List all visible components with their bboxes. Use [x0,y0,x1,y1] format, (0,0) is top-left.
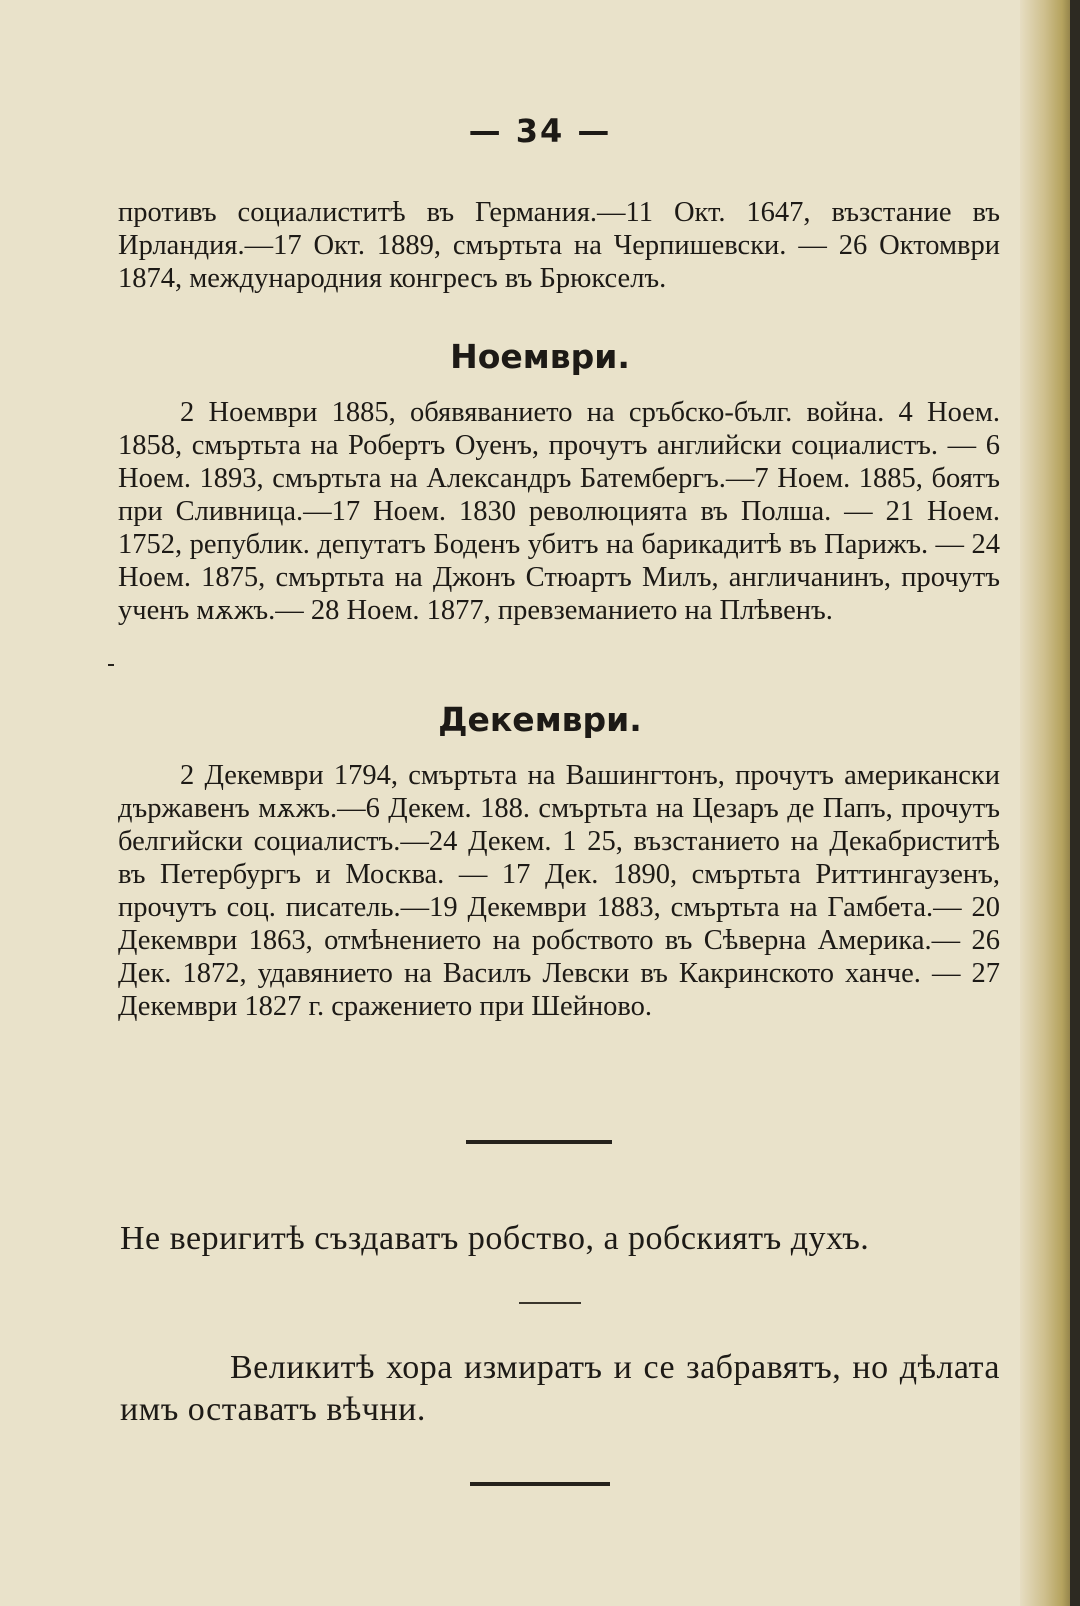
november-paragraph [118,396,1000,627]
heading-november: Ноември. [450,337,630,376]
quote-slavery: Не веригитѣ създаватъ робство, а робскиятъ духъ. [120,1220,870,1257]
bottom-divider [470,1482,610,1486]
heading-december: Декември. [438,700,642,739]
quote-divider [519,1302,581,1304]
section-divider [466,1140,612,1144]
intro-text: противъ социалиститѣ въ Германия.—11 Окт. 1647, възстание въ Ирландия.—17 Окт. 1889, смъртьта на Черпишевски. — 26 Октомври 1874, международния конгресъ въ Брюкселъ. [118,197,1000,294]
december-paragraph [118,759,1000,1023]
page-number: — 34 — [468,112,612,150]
intro-paragraph [118,196,1000,295]
margin-dash [108,664,114,666]
december-text: 2 Декември 1794, смъртьта на Вашингтонъ, прочутъ американски държавенъ мѫжъ.—6 Декем. 188. смъртьта на Цезаръ де Папъ, прочутъ белгийски социалистъ.—24 Декем. 1 25, възстанието на Декабриститѣ въ Петербургъ и Москва. — 17 Дек. 1890, смъртьта Риттингаузенъ, прочутъ соц. писатель.—19 Декември 1883, смъртьта на Гамбета.— 20 Декември 1863, отмѣнението на робството въ Сѣверна Америка.— 26 Дек. 1872, удавянието на Василъ Левски въ Какринското ханче. — 27 Декември 1827 г. сражението при Шейново. [118,760,1000,1022]
quote-great-people: Великитѣ хора измиратъ и се забравятъ, но дѣлата имъ оставатъ вѣчни. [120,1349,1000,1428]
page-edge-dark [1070,0,1080,1606]
november-text: 2 Ноември 1885, обявяванието на сръбско-бълг. война. 4 Ноем. 1858, смъртьта на Робертъ Оуенъ, прочутъ английски социалистъ. — 6 Ноем. 1893, смъртьта на Александръ Батембергъ.—7 Ноем. 1885, боятъ при Сливница.—17 Ноем. 1830 революцията въ Полша. — 21 Ноем. 1752, републик. депутатъ Боденъ убитъ на барикадитѣ въ Парижъ. — 24 Ноем. 1875, смъртьта на Джонъ Стюартъ Милъ, англичанинъ, прочутъ ученъ мѫжъ.— 28 Ноем. 1877, превземанието на Плѣвенъ. [118,397,1000,626]
